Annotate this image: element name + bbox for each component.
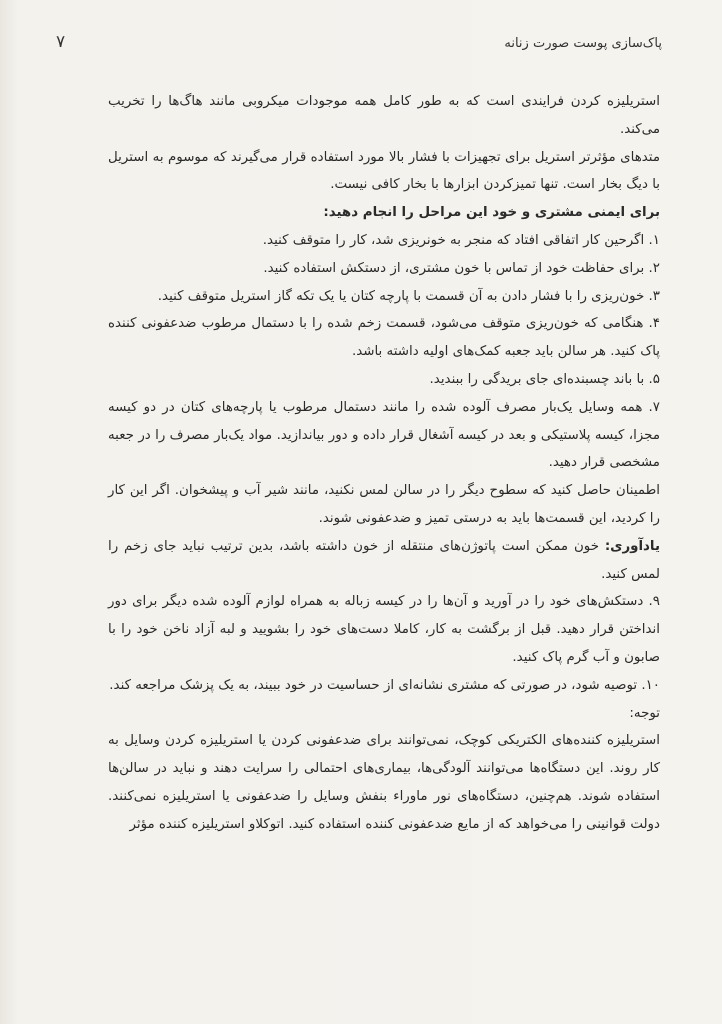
paragraph-surface-contact: اطمینان حاصل کنید که سطوح دیگر را در سالن لمس نکنید، مانند شیر آب و پیشخوان. اگر این کار را کردید، این قسمت‌ها باید به درستی تمیز و ضدعفونی شوند.: [108, 483, 660, 526]
step-3: ۳. خون‌ریزی را با فشار دادن به آن قسمت با پارچه کتان یا یک تکه گاز استریل متوقف کنید.: [157, 288, 660, 304]
page-header: [56, 32, 662, 60]
page-body: [108, 88, 660, 839]
page-number: ۷: [56, 32, 66, 52]
step-1: ۱. اگرحین کار اتفاقی افتاد که منجر به خونریزی شد، کار را متوقف کنید.: [262, 232, 660, 248]
step-2: ۲. برای حفاظت خود از تماس با خون مشتری، از دستکش استفاده کنید.: [263, 260, 660, 276]
step-9: ۹. دستکش‌های خود را در آورید و آن‌ها را در کیسه زباله به همراه لوازم آلوده شده دیگر برای دور انداختن قرار دهید. قبل از برگشت به کار، کاملا دست‌های خود را بشویید و لبه آزاد ناخن خود را با صابون و آب گرم پاک کنید.: [108, 594, 660, 665]
running-title: پاک‌سازی پوست صورت زنانه: [504, 36, 662, 51]
reminder-text: خون ممکن است پاتوژن‌های منتقله از خون داشته باشد، بدین ترتیب نباید جای زخم را لمس کنید.: [108, 538, 660, 582]
step-7: ۷. همه وسایل یک‌بار مصرف آلوده شده را مانند دستمال مرطوب یا پارچه‌های کتان در دو کیسه مجزا، کیسه پلاستیکی و بعد در کیسه آشغال قرار داده و دور بیاندازید. مواد یک‌بار مصرف را در جعبه مشخصی قرار دهید.: [108, 399, 660, 471]
reminder-label: یادآوری:: [604, 538, 660, 554]
paragraph-steam-sterilization: متدهای مؤثرتر استریل برای تجهیزات با فشار بالا مورد استفاده قرار می‌گیرند که موسوم به استریل با دیگ بخار است. تنها تمیزکردن ابزارها با بخار کافی نیست.: [108, 149, 660, 193]
paragraph-electric-sterilizers: استریلیزه کننده‌های الکتریکی کوچک، نمی‌توانند برای ضدعفونی کردن یا استریلیزه کردن وسایل به کار روند. این دستگاه‌ها می‌توانند آلودگی‌ها، بیماری‌های احتمالی را سرایت دهند و نباید در سالن‌ها استفاده شوند. هم‌چنین، دستگاه‌های نور ماوراء بنفش وسایل را ضدعفونی یا استریلیزه نمی‌کنند. دولت قوانینی را می‌خواهد که از مایع ضدعفونی کننده استفاده کنید. اتوکلاو استریلیزه کننده مؤثر: [108, 733, 660, 832]
note-label: توجه:: [629, 705, 660, 721]
step-5: ۵. با باند چسبنده‌ای جای بریدگی را ببندید.: [429, 371, 660, 387]
step-4: ۴. هنگامی که خون‌ریزی متوقف می‌شود، قسمت زخم شده را با دستمال مرطوب ضدعفونی کننده پاک کنید. هر سالن باید جعبه کمک‌های اولیه داشته باشد.: [108, 316, 660, 360]
safety-steps-heading: برای ایمنی مشتری و خود این مراحل را انجام دهید:: [323, 205, 660, 221]
paragraph-sterilization-definition: استریلیزه کردن فرایندی است که به طور کامل همه موجودات میکروبی مانند هاگ‌ها را تخریب می‌کند.: [108, 94, 660, 137]
step-10: ۱۰. توصیه شود، در صورتی که مشتری نشانه‌ای از حساسیت در خود ببیند، به یک پزشک مراجعه کند.: [109, 677, 660, 693]
reminder-paragraph: [108, 533, 660, 589]
